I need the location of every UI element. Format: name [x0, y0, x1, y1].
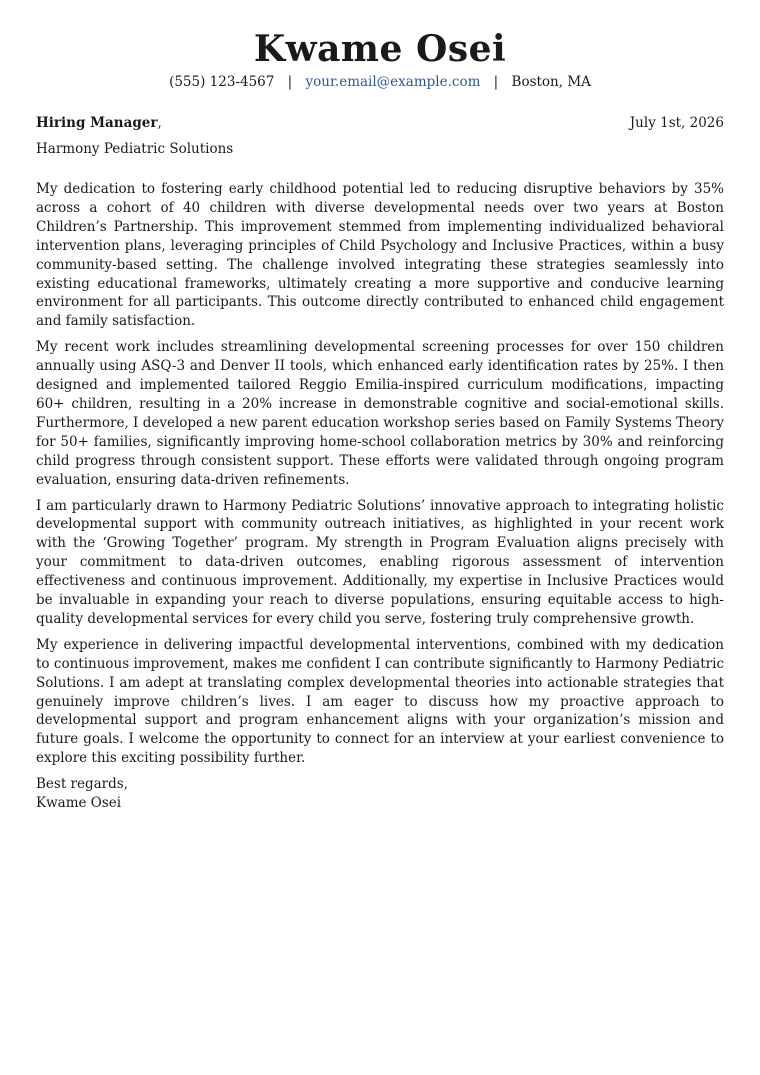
applicant-name: Kwame Osei: [253, 28, 507, 70]
recipient-company: Harmony Pediatric Solutions: [36, 141, 234, 157]
body-paragraph: My experience in delivering impactful developmental interventions, combined with my dedication to continuous improvement, makes me confident I can contribute significantly to Harmony Pediatric Solutions. I am adept at translating complex developmental theories into actionable strategies that genuinely improve children’s lives. I am eager to discuss how my proactive approach to developmental support and program enhancement aligns with your organization’s mission and future goals. I welcome the opportunity to connect for an interview at your earliest convenience to explore this exciting possibility further.: [36, 636, 724, 767]
letter-date: July 1st, 2026: [629, 115, 724, 131]
letter-body: [36, 180, 724, 813]
signature-name: Kwame Osei: [36, 795, 122, 812]
location: Boston, MA: [511, 74, 591, 90]
recipient-date-row: [36, 114, 724, 132]
letter-closing: [36, 775, 724, 813]
contact-separator: |: [287, 74, 293, 90]
phone-number: (555) 123-4567: [169, 74, 275, 90]
email-link[interactable]: your.email@example.com: [305, 74, 481, 90]
body-paragraph: My dedication to fostering early childhood potential led to reducing disruptive behaviors by 35% across a cohort of 40 children with diverse developmental needs over two years at Boston Children’s Partnership. This improvement stemmed from implementing individualized behavioral intervention plans, leveraging principles of Child Psychology and Inclusive Practices, within a busy community-based setting. The challenge involved integrating these strategies seamlessly into existing educational frameworks, ultimately creating a more supportive and conducive learning environment for all participants. This outcome directly contributed to enhanced child engagement and family satisfaction.: [36, 181, 724, 330]
body-paragraph: I am particularly drawn to Harmony Pediatric Solutions’ innovative approach to integrating holistic developmental support with community outreach initiatives, as highlighted in your recent work with the ‘Growing Together’ program. My strength in Program Evaluation aligns precisely with your commitment to data-driven outcomes, enabling rigorous assessment of intervention effectiveness and continuous improvement. Additionally, my expertise in Inclusive Practices would be invaluable in expanding your reach to diverse populations, ensuring equitable access to high-quality developmental services for every child you serve, fostering truly comprehensive growth.: [36, 497, 724, 627]
recipient-title-comma: ,: [157, 115, 162, 131]
contact-separator: |: [493, 74, 499, 90]
recipient-title: Hiring Manager: [36, 115, 158, 131]
body-paragraph: My recent work includes streamlining developmental screening processes for over 150 children annually using ASQ-3 and Denver II tools, which enhanced early identification rates by 25%. I then designed and implemented tailored Reggio Emilia-inspired curriculum modifications, impacting 60+ children, resulting in a 20% increase in demonstrable cognitive and social-emotional skills. Furthermore, I developed a new parent education workshop series based on Family Systems Theory for 50+ families, significantly improving home-school collaboration metrics by 30% and reinforcing child progress through consistent support. These efforts were validated through ongoing program evaluation, ensuring data-driven refinements.: [36, 339, 724, 488]
closing-salutation: Best regards,: [36, 776, 129, 793]
contact-line: [0, 73, 760, 91]
